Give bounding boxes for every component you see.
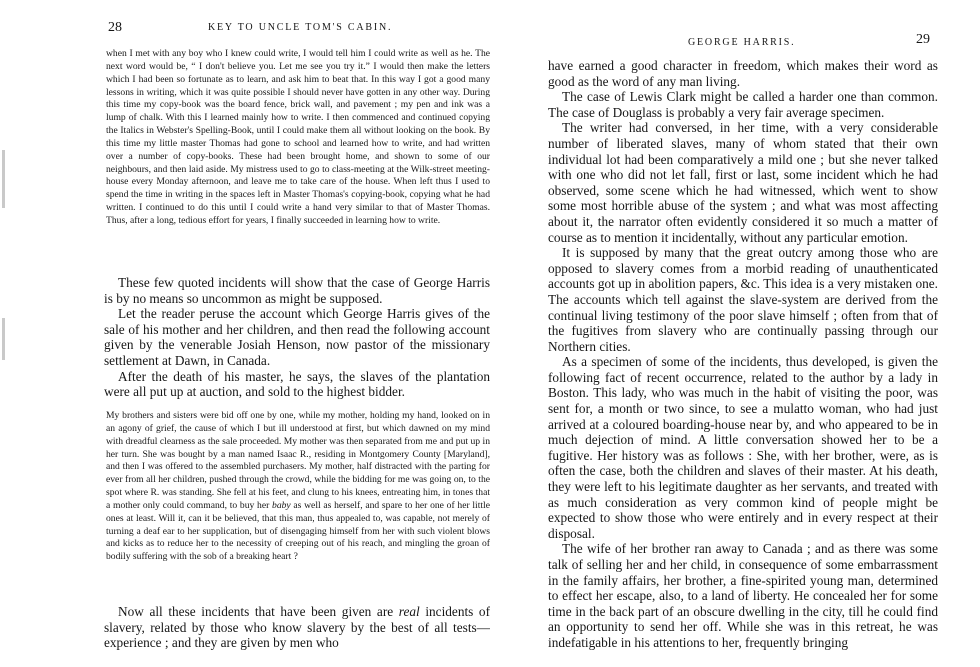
quote-text: as well as herself, and spare to her one of her little ones at least. Will it, can it be believed, that this man, thus appealed to, was capable, not merely of turning a deaf ear to her supplication, but of disengaging himself from her with such violent blows and kicks as to reduce her to the necessity of creeping out of his reach, and mingling the groan of bodily suffering with the sob of a breaking heart ? (106, 499, 490, 563)
paragraph-text: Now all these incidents that have been given are (118, 604, 394, 619)
page-number: 29 (916, 32, 930, 47)
emphasized-word: baby (272, 499, 291, 511)
paragraph: Let the reader peruse the account which George Harris gives of the sale of his mother and her children, and then read the following account given by the venerable Josiah Henson, now pastor of the missionary settlement at Dawn, in Canada. (104, 306, 490, 368)
body-paragraphs (548, 58, 938, 666)
right-page (536, 0, 980, 667)
scan-margin-mark (2, 318, 5, 360)
paragraph: have earned a good character in freedom, which makes their word as good as the word of any man living. (548, 58, 938, 89)
running-head: KEY TO UNCLE TOM'S CABIN. (208, 22, 393, 33)
quoted-passage-writing: when I met with any boy who I knew could write, I would tell him I could write as well as he. The next word would be, “ I don't believe you. Let me see you try it.” I would then make the letters which I had been so fortunate as to learn, and ask him to beat that. In this way I got a good many lessons in writing, which it was quite possible I should never have gotten in any other way. During this time my copy-book was the board fence, brick wall, and pavement ; my pen and ink was a lump of chalk. With this I learned mainly how to write. I then commenced and continued copying the Italics in Webster's Spelling-Book, until I could make them all without looking on the book. By this time my little master Thomas had gone to school and learned how to write, and had written over a number of copy-books. These had been brought home, and shown to some of our neighbours, and then laid aside. My mistress used to go to class-meeting at the Wilk-street meeting-house every Monday afternoon, and leave me to take care of the house. When left thus I used to spend the time in writing in the spaces left in Master Thomas's copying-book, copying what he had written. I continued to do this until I could write a hand very similar to that of Master Thomas. Thus, after a long, tedious effort for years, I finally succeeded in learning how to write. (106, 48, 490, 226)
paragraph: As a specimen of some of the incidents, thus developed, is given the following fact of recent occurrence, related to the author by a lady in Boston. This lady, who was much in the habit of visiting the poor, was sent for, a month or two since, to see a mulatto woman, who had just arrived at a coloured boarding-house near by, and who appeared to be in much dejection of mind. A little conversation showed her to be a fugitive. Her history was as follows : She, with her brother, were, as is often the case, both the children and slaves of their master. At his death, they were left to his legitimate daughter as her servants, and treated with as much consideration as very common kind of people might be expected to show those who were entirely and in every respect at their disposal. (548, 354, 938, 541)
paragraph: It is supposed by many that the great outcry among those who are opposed to slavery comes from a morbid reading of unauthenticated accounts got up in abolition papers, &c. This idea is a very mistaken one. The accounts which tell against the slave-system are derived from the continual living testimony of the poor slave himself ; often from that of the fugitives from slavery who are continually passing through our Northern cities. (548, 245, 938, 354)
paragraph: The writer had conversed, in her time, with a very considerable number of liberated slaves, many of whom stated that their own individual lot had been comparatively a mild one ; but she never talked with one who did not let fall, first or last, some incident which he had observed, some scene which he had witnessed, which went to show some most horrible abuse of the system ; and what was most affecting about it, the narrator often evidently considered it so much a matter of course as to mention it incidentally, without any particular emotion. (548, 120, 938, 245)
paragraph: The case of Lewis Clark might be called a harder one than common. The case of Douglass is probably a very fair average specimen. (548, 89, 938, 120)
paragraph: After the death of his master, he says, the slaves of the plantation were all put up at auction, and sold to the highest bidder. (104, 368, 490, 400)
running-head: GEORGE HARRIS. (688, 37, 796, 48)
paragraph-real-incidents (104, 604, 490, 664)
paragraph: These few quoted incidents will show that the case of George Harris is by no means so uncommon as might be supposed. (104, 275, 490, 306)
body-paragraphs (104, 275, 490, 400)
quote-text: My brothers and sisters were bid off one by one, while my mother, holding my hand, looked on in an agony of grief, the cause of which I but ill understood at first, but which dawned on my mind with dreadful clearness as the sale proceeded. My mother was then separated from me and put up in her turn. She was bought by a man named Isaac R., residing in Montgomery County [Maryland], and then I was offered to the assembled purchasers. My mother, half distracted with the parting for ever from all her children, pushed through the crowd, while the bidding for me was going on, to the spot where R. was standing. She fell at his feet, and clung to his knees, entreating him, in tones that a mother only could command, to buy her (106, 410, 490, 511)
quoted-passage-henson (106, 410, 490, 595)
scan-margin-mark (2, 150, 5, 208)
emphasized-word: real (398, 604, 420, 619)
paragraph-text: incidents of slavery, related by those who know slavery by the best of all tests—experience ; and they are given by men who (104, 604, 490, 651)
page-number: 28 (108, 20, 122, 35)
paragraph: The wife of her brother ran away to Canada ; and as there was some talk of selling her and her child, in consequence of some embarrassment in the family affairs, her brother, a fine-spirited young man, determined to effect her escape, also, to a land of liberty. He concealed her for some time in the back part of an obscure dwelling in the city, till he could find an opportunity to send her off. While she was in this retreat, he was indefatigable in his attentions to her, frequently bringing (548, 541, 938, 650)
